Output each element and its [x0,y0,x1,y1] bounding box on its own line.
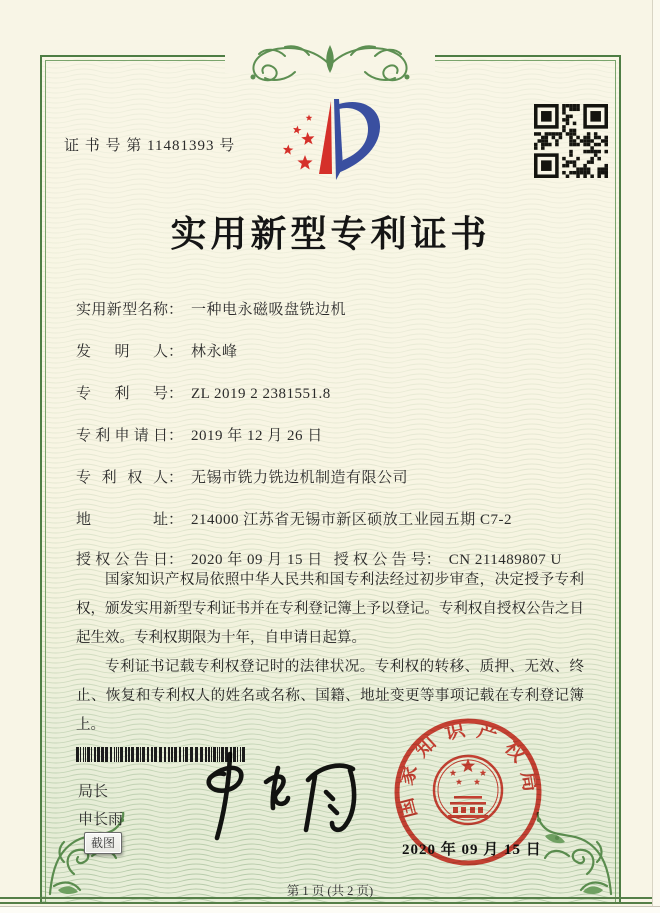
national-emblem [434,756,502,824]
grant-date-value: 2020 年 09 月 15 日 [191,552,323,568]
legal-text [76,566,584,740]
field-value: 林永峰 [191,344,238,360]
qr-code-icon [534,104,608,178]
officer-title: 局长 [78,784,109,800]
field-label: 实用新型名称 [76,302,168,318]
scan-edge-right [652,0,660,913]
field-row-filing-date: 专利申请日： 2019 年 12 月 26 日 [76,424,323,445]
field-value: ZL 2019 2 2381551.8 [191,386,331,402]
field-row-inventor: 发明人： 林永峰 [76,340,238,361]
cnipa-logo-icon [283,96,387,184]
director-signature [182,748,368,844]
field-row-patent-no: 专利号： ZL 2019 2 2381551.8 [76,382,331,403]
field-label: 专利申请日 [76,428,168,444]
field-value: 一种电永磁吸盘铣边机 [191,302,347,318]
field-value: 214000 江苏省无锡市新区硕放工业园五期 C7-2 [191,512,513,528]
field-label: 专利号 [76,386,168,402]
officer-block [78,778,123,834]
snip-overlay-button[interactable]: 截图 [84,832,122,854]
grant-no-value: CN 211489807 U [448,552,562,568]
field-label: 授权公告日 [76,552,168,568]
field-label: 专利权人 [76,470,168,486]
scan-edge-bottom [0,906,660,913]
field-label: 地址 [76,512,168,528]
seal-date: 2020 年 09 月 15 日 [402,842,542,858]
seal-text: 国家知识产权局 [394,718,542,821]
officer-name: 申长雨 [78,812,124,828]
certificate-number: 证 书 号 第 11481393 号 [64,138,236,154]
certificate-title: 实用新型专利证书 [170,214,491,254]
field-row-grant: 授权公告日： 2020 年 09 月 15 日 授权公告号： CN 211489807 U [76,548,562,569]
field-row-name: 实用新型名称： 一种电永磁吸盘铣边机 [76,298,346,319]
field-row-patentee: 专利权人： 无锡市铣力铣边机制造有限公司 [76,466,408,487]
field-value: 无锡市铣力铣边机制造有限公司 [191,470,409,486]
field-label: 授权公告号 [333,552,426,568]
field-value: 2019 年 12 月 26 日 [191,428,323,444]
field-row-address: 地址： 214000 江苏省无锡市新区硕放工业园五期 C7-2 [76,508,512,529]
page-number: 第 1 页 (共 2 页) [286,884,374,898]
legal-paragraph-1: 国家知识产权局依照中华人民共和国专利法经过初步审查，决定授予专利权，颁发实用新型专利证书并在专利登记簿上予以登记。专利权自授权公告之日起生效。专利权期限为十年，自申请日起算。 [76,572,584,646]
top-flourish-ornament [225,37,435,91]
legal-paragraph-2: 专利证书记载专利权登记时的法律状况。专利权的转移、质押、无效、终止、恢复和专利权人的姓名或名称、国籍、地址变更等事项记载在专利登记簿上。 [76,659,584,733]
field-label: 发明人 [76,344,168,360]
